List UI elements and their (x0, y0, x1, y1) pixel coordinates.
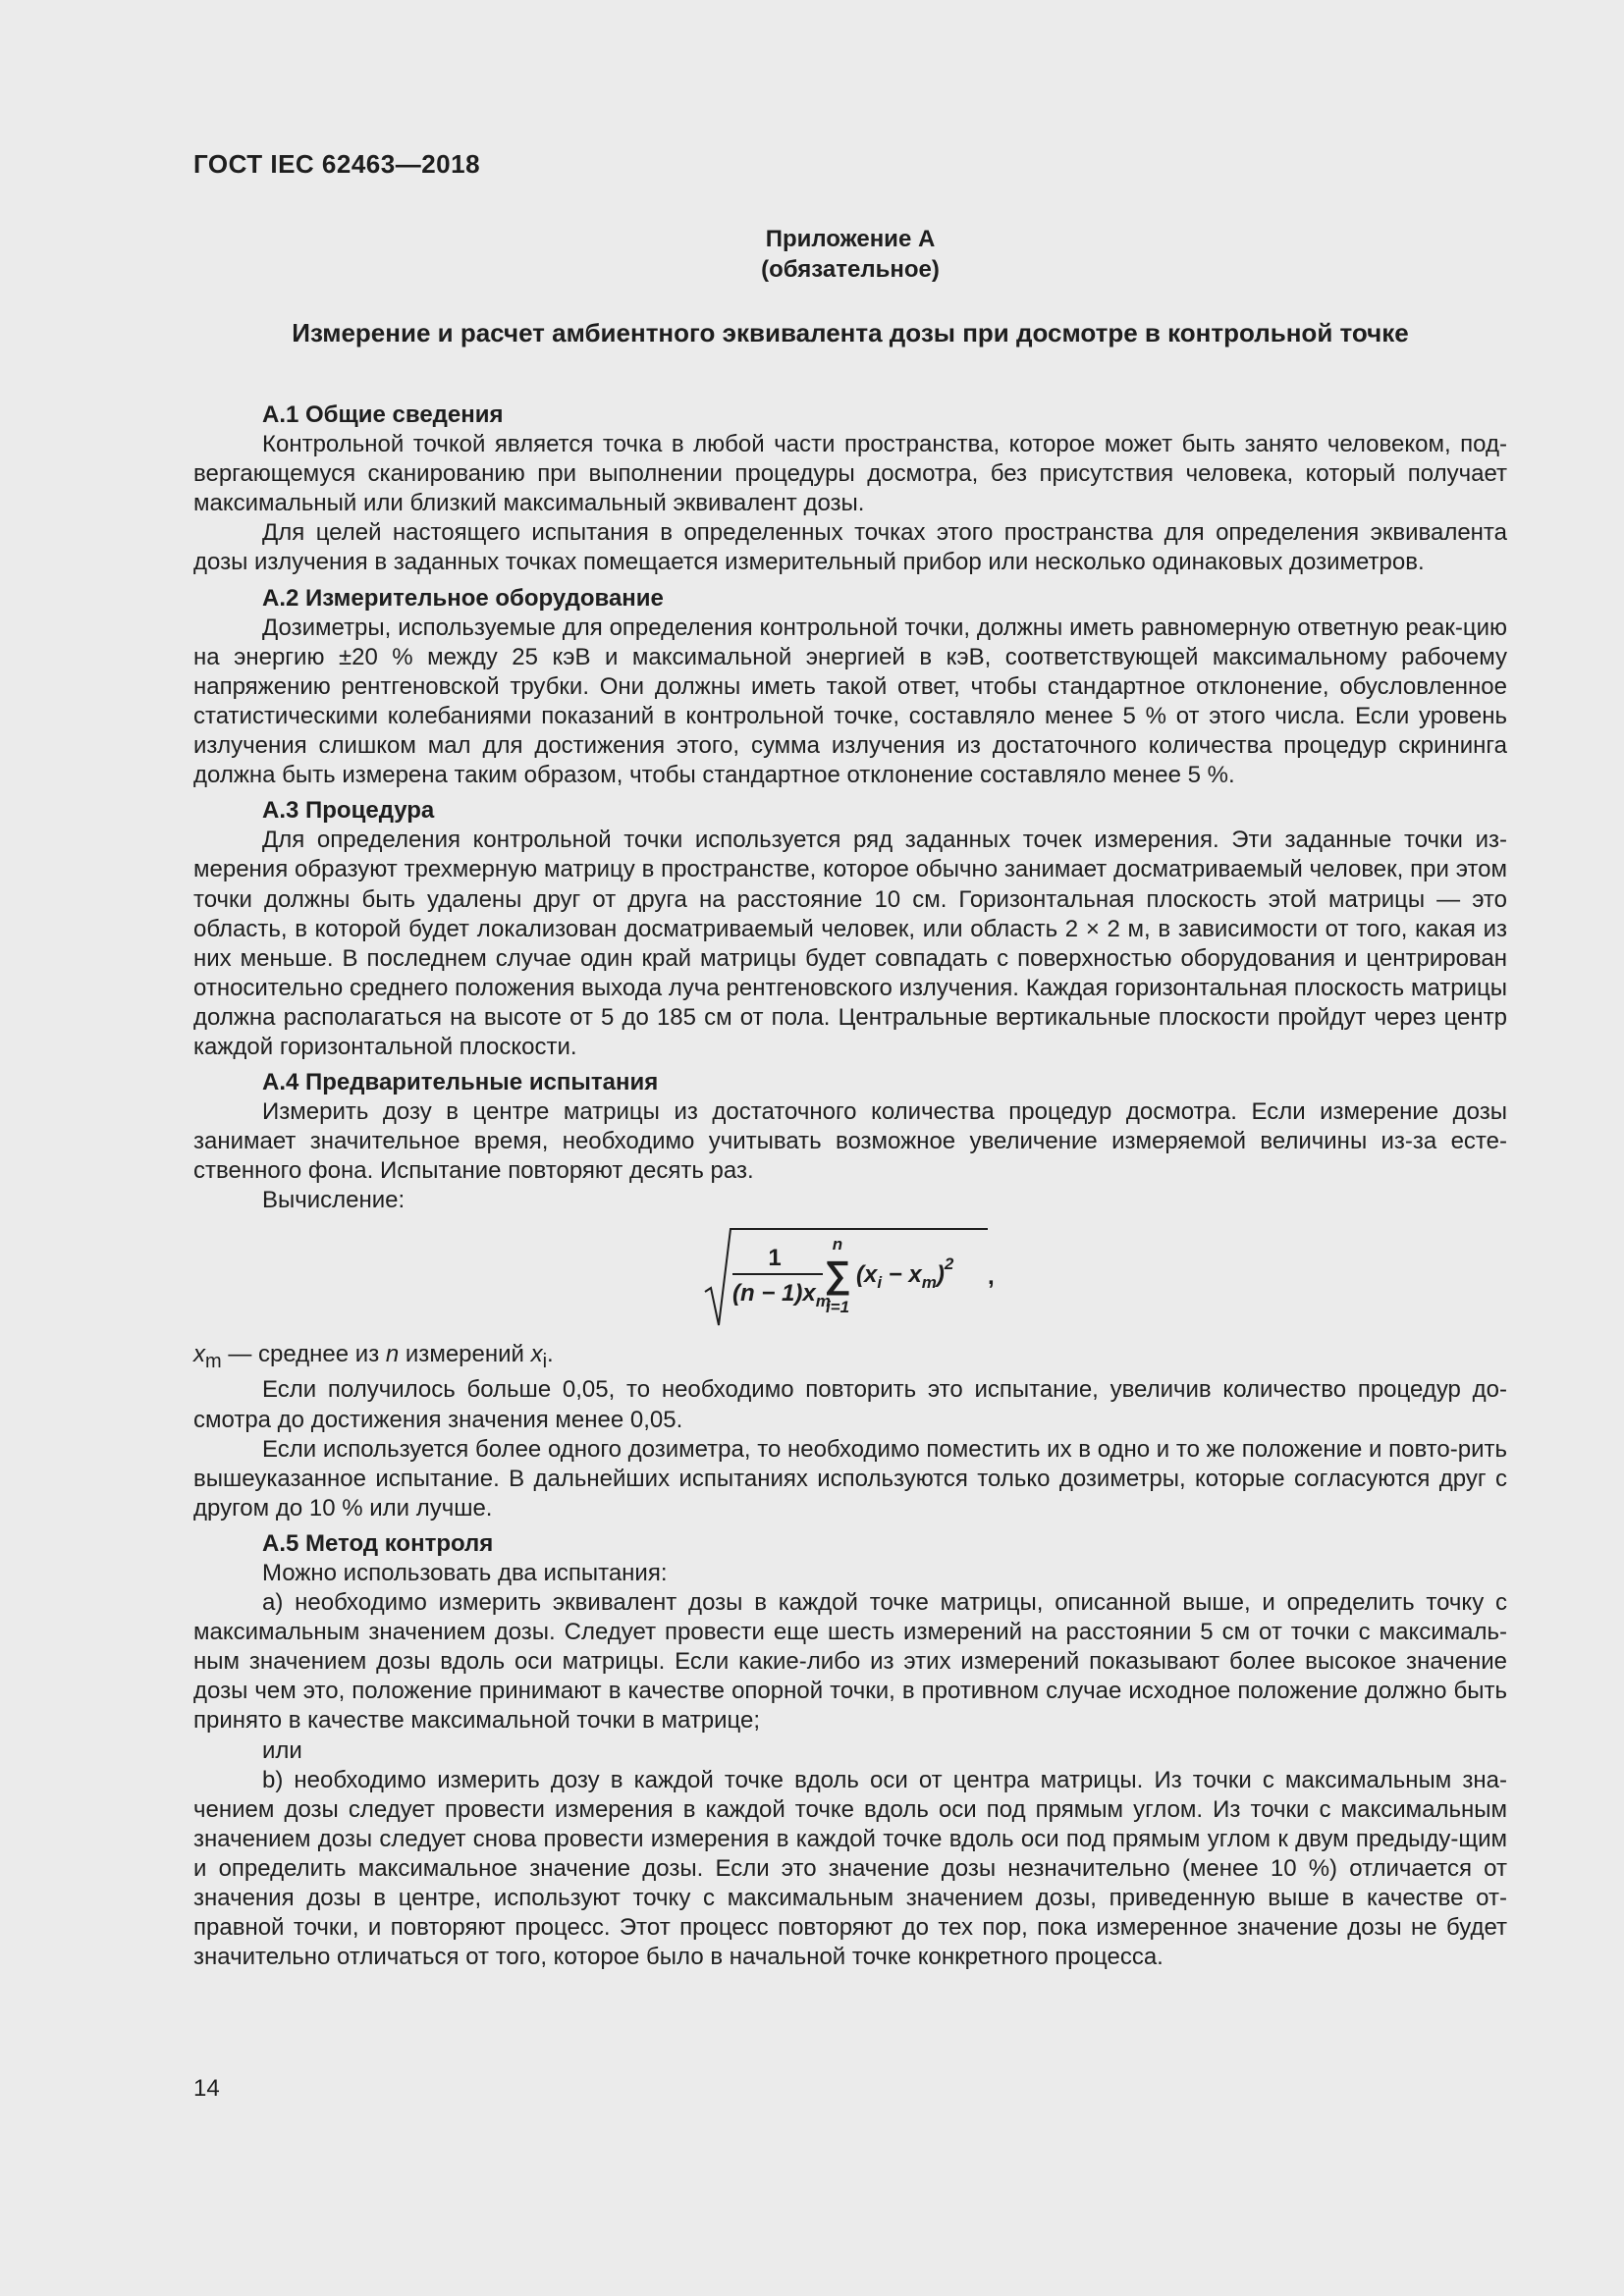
section-heading-a3: А.3 Процедура (262, 797, 435, 825)
fraction-denominator: $(n - 1)x_m$ (732, 1279, 831, 1310)
xm-subscript: m (205, 1350, 222, 1372)
annex-status: (обязательное) (761, 256, 940, 283)
xi-subscript: i (542, 1350, 548, 1372)
section-heading-a1: А.1 Общие сведения (262, 401, 504, 428)
xi-symbol: x (530, 1340, 543, 1367)
document-header: ГОСТ IEC 62463—2018 (193, 149, 481, 179)
or-connector: или (262, 1736, 302, 1764)
fraction-numerator: 1 (768, 1244, 782, 1271)
xm-definition (193, 1340, 1507, 1376)
n-symbol: n (385, 1340, 400, 1367)
paragraph: Если получилось больше 0,05, то необходимо повторить это испытание, увеличив количество процедур до-смотра до достижения значения менее 0,05. (193, 1376, 1507, 1433)
section-heading-a2: А.2 Измерительное оборудование (262, 584, 664, 612)
paragraph: Можно использовать два испытания: (262, 1559, 668, 1586)
page-number: 14 (193, 2075, 220, 2102)
formula-trailing-comma: , (988, 1262, 995, 1290)
paragraph: Контрольной точкой является точка в любой части пространства, которое может быть занято человеком, под-вергающемуся сканированию при выполнении процедуры досмотра, без присутствия человека, который получает максимальный или близкий максимальный эквивалент дозы. (193, 431, 1507, 517)
paragraph: Для определения контрольной точки используется ряд заданных точек измерения. Эти заданные точки из-мерения образуют трехмерную матрицу в пространстве, которое обычно занимает досматриваемый человек, при этом точки должны быть удалены друг от друга на расстояние 10 см. Горизонтальная плоскость этой матрицы — это область, в которой будет локализован досматриваемый человек, или область 2 × 2 м, в зависимости от того, какая из них меньше. В последнем случае один край матрицы будет совпадать с поверхностью оборудования и центрирован относительно среднего положения выхода луча рентгеновского излучения. Каждая горизонтальная плоскость матрицы должна располагаться на высоте от 5 до 185 см от пола. Центральные вертикальные плоскости пройдут через центр каждой горизонтальной плоскости. (193, 827, 1507, 1060)
document-body (193, 395, 1507, 1972)
list-item-a: a) необходимо измерить эквивалент дозы в каждой точке матрицы, описанной выше, и определить точку с максимальным значением дозы. Следует провести еще шесть измерений на расстоянии 5 см от точки с максималь-ным значением дозы вдоль оси матрицы. Если какие-либо из этих измерений показывают более высокое значение дозы чем это, положение принимают в качестве опорной точки, в противном случае исходное положение должно быть принято в качестве максимальной точки в матрице; (193, 1589, 1507, 1735)
list-item-b: b) необходимо измерить дозу в каждой точке вдоль оси от центра матрицы. Из точки с максимальным зна-чением дозы следует провести измерения в каждой точке вдоль оси под прямым углом. Из точки с максимальным значением дозы следует снова провести измерения в каждой точке вдоль оси под прямым углом к двум предыду-щим и определить максимальное значение дозы. Если это значение дозы незначительно (менее 10 %) отличается от значения дозы в центре, используют точку с максимальным значением дозы, приведенную выше в качестве от-правной точки, и повторяют процесс. Этот процесс повторяют до тех пор, пока измеренное значение дозы не будет значительно отличаться от того, которое было в начальной точке конкретного процесса. (193, 1766, 1507, 1971)
sum-upper-limit: n (832, 1234, 843, 1254)
document-page (193, 0, 1507, 2296)
section-heading-a4: А.4 Предварительные испытания (262, 1069, 659, 1096)
formula (193, 1218, 1507, 1336)
annex-label: Приложение А (765, 226, 936, 252)
xm-text: . (547, 1340, 554, 1367)
section-heading-a5: А.5 Метод контроля (262, 1529, 494, 1557)
annex-label-block (193, 224, 1507, 285)
paragraph: Для целей настоящего испытания в определенных точках этого пространства для определения эквивалента дозы излучения в заданных точках помещается измерительный прибор или несколько одинаковых дозиметров. (193, 519, 1507, 576)
calculation-label: Вычисление: (262, 1187, 406, 1214)
xm-text: — среднее из (221, 1340, 386, 1367)
summation-sign: ∑ (824, 1254, 851, 1296)
xm-symbol: x (193, 1340, 205, 1367)
paragraph: Дозиметры, используемые для определения контрольной точки, должны иметь равномерную ответную реак-цию на энергию ±20 % между 25 кэВ и максимальной энергией в кэВ, соответствующей максимальному рабочему напряжению рентгеновской трубки. Они должны иметь такой ответ, чтобы стандартное отклонение, обусловленное статистическими колебаниями показаний в контрольной точке, составляло менее 5 % от этого числа. Если уровень излучения слишком мал для достижения этого, сумма излучения из достаточного количества процедур скрининга должна быть измерена таким образом, чтобы стандартное отклонение составляло менее 5 %. (193, 614, 1507, 789)
sum-lower-limit: i=1 (825, 1297, 850, 1316)
xm-text: измерений (399, 1340, 531, 1367)
annex-title: Измерение и расчет амбиентного эквивалента дозы при досмотре в контрольной точке (292, 318, 1409, 347)
paragraph: Измерить дозу в центре матрицы из достаточного количества процедур досмотра. Если измерение дозы занимает значительное время, необходимо учитывать возможное увеличение измеряемой величины из-за есте-ственного фона. Испытание повторяют десять раз. (193, 1098, 1507, 1185)
sum-term: $(x_i - x_m)^2$ (856, 1254, 954, 1292)
paragraph: Если используется более одного дозиметра, то необходимо поместить их в одно и то же положение и повто-рить вышеуказанное испытание. В дальнейших испытаниях используются только дозиметры, которые согласуются друг с другом до 10 % или лучше. (193, 1435, 1507, 1522)
formula-graphic (703, 1223, 998, 1331)
